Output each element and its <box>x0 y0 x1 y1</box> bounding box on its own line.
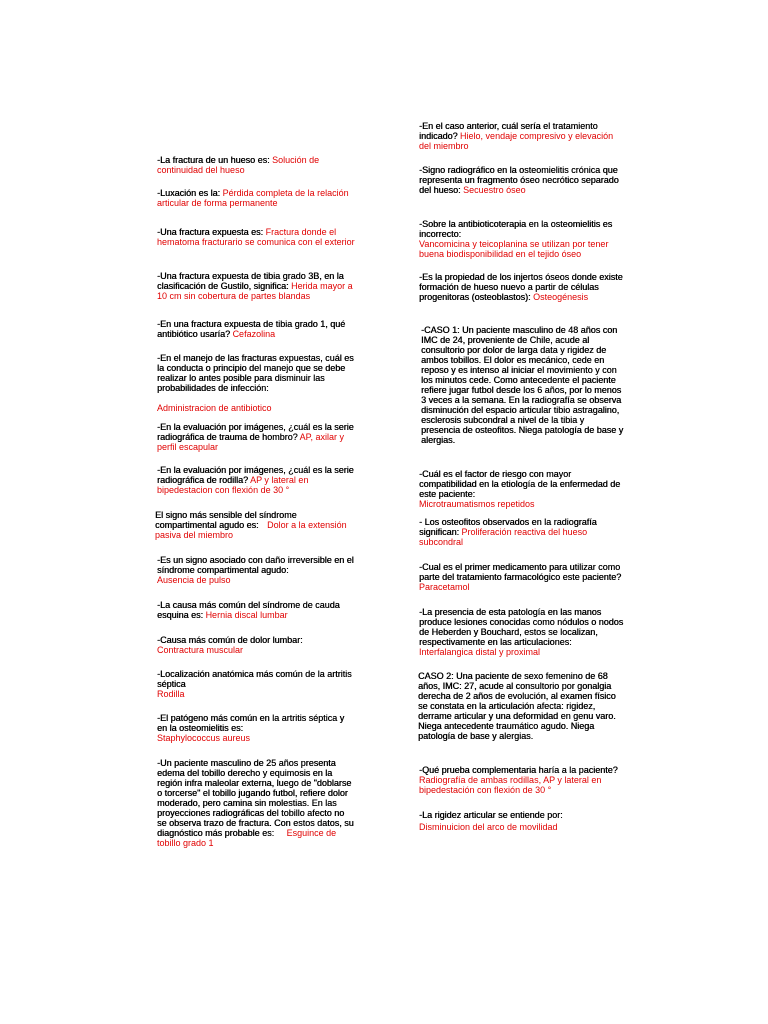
question-text: -Sobre la antibioticoterapia en la osteomielitis es incorrecto: <box>419 219 613 239</box>
question-text: -Es un signo asociado con daño irreversible en el síndrome compartimental agudo: <box>157 555 354 575</box>
question-item <box>419 517 624 547</box>
question-item <box>157 669 355 699</box>
question-text: -Una fractura expuesta es: <box>157 227 264 237</box>
question-text: -En el manejo de las fracturas expuestas, cuál es la conducta o principio del manejo que se debe realizar lo antes posible para disminuir las probabilidades de infección: <box>157 353 354 393</box>
question-text: -Cuál es el factor de riesgo con mayor compatibilidad en la etiología de la enfermedad de este paciente: <box>419 469 621 499</box>
answer-text: Cefazolina <box>232 329 276 339</box>
question-item <box>157 465 355 495</box>
question-item <box>419 765 624 795</box>
question-text: -Luxación es la: <box>157 188 221 198</box>
question-text: -La presencia de esta patología en las manos produce lesiones conocidas como nódulos o nodos de Heberden y Bouchard, estos se localizan, respectivamente en las articulaciones: <box>419 607 624 647</box>
answer-text: Interfalangica distal y proximal <box>419 647 541 657</box>
question-item <box>157 422 355 452</box>
question-text: -En una fractura expuesta de tibia grado 1, qué antibiótico usaría? <box>157 319 346 339</box>
question-text: -En la evaluación por imágenes, ¿cuál es la serie radiográfica de rodilla? <box>157 465 354 485</box>
question-text: -La rigidez articular se entiende por: <box>419 810 563 820</box>
question-item <box>419 272 624 302</box>
question-text: -En el caso anterior, cuál sería el tratamiento indicado? <box>419 121 598 141</box>
answer-text: Vancomicina y teicoplanina se utilizan por tener buena biodisponibilidad en el tejido óseo <box>419 239 609 259</box>
answer-text: Fractura donde el hematoma fracturario se comunica con el exterior <box>157 227 355 247</box>
case-text-continued: Niega antecedente traumático agudo. Niega patología de base y alergias. <box>418 721 595 741</box>
answer-text: Paracetamol <box>419 582 470 592</box>
case-1-paragraph <box>421 325 624 445</box>
answer-text: AP y lateral en bipedestacion con flexión de 30 ° <box>157 475 309 495</box>
question-item <box>419 121 624 151</box>
question-item <box>419 219 624 259</box>
answer-text: Contractura muscular <box>157 645 244 655</box>
answer-text: Proliferación reactiva del hueso subcondral <box>419 527 588 547</box>
answer-text: Herida mayor a 10 cm sin cobertura de partes blandas <box>157 281 353 301</box>
question-text: -La fractura de un hueso es: <box>157 155 270 165</box>
case-2-paragraph <box>418 671 624 741</box>
question-item <box>157 353 355 413</box>
question-text: El signo más sensible del síndrome compartimental agudo es: <box>155 510 297 530</box>
question-item <box>157 600 355 620</box>
answer-text: Dolor a la extensión pasiva del miembro <box>155 520 347 540</box>
question-item <box>419 165 624 195</box>
answer-text: Esguince de tobillo grado 1 <box>157 828 337 848</box>
answer-text: Hielo, vendaje compresivo y elevación del miembro <box>419 131 614 151</box>
question-item <box>157 155 355 175</box>
question-text: -Un paciente masculino de 25 años presenta edema del tobillo derecho y equimosis en la región infra maleolar externa, luego de "doblarse o torcerse" el tobillo jugando futbol, refiere dolor moderado, pero camina sin molestias. En las proyecciones radiográficas del tobillo afecto no se observa trazo de fractura. Con estos datos, su diagnóstico más probable es: <box>157 758 354 838</box>
answer-text: Rodilla <box>157 689 185 699</box>
answer-text: Disminuicion del arco de movilidad <box>419 822 558 832</box>
question-text: -La causa más común del síndrome de cauda esquina es: <box>157 600 340 620</box>
question-text: -Qué prueba complementaria haría a la paciente? <box>419 765 618 775</box>
question-item <box>157 188 355 208</box>
question-item <box>419 810 624 832</box>
question-text: -El patógeno más común en la artritis séptica y en la osteomielitis es: <box>157 713 345 733</box>
question-text: -Es la propiedad de los injertos óseos donde existe formación de hueso nuevo a partir de células progenitoras (osteoblastos): <box>419 272 623 302</box>
question-item <box>157 319 355 339</box>
question-text: -Localización anatómica más común de la artritis séptica <box>157 669 352 689</box>
question-item <box>157 758 355 848</box>
answer-text: Ausencia de pulso <box>157 575 231 585</box>
question-text: - Los osteofitos observados en la radiografía significan: <box>419 517 597 537</box>
question-item <box>157 227 355 247</box>
answer-text: Pérdida completa de la relación articular de forma permanente <box>157 188 349 208</box>
answer-text: Administracion de antibiotico <box>157 403 272 413</box>
question-item <box>419 562 624 592</box>
question-item <box>157 555 355 585</box>
question-item <box>155 510 353 540</box>
question-item <box>157 713 355 743</box>
question-item <box>157 635 355 655</box>
answer-text: Microtraumatismos repetidos <box>419 499 535 509</box>
case-text: -CASO 1: Un paciente masculino de 48 años con IMC de 24, proveniente de Chile, acude al consultorio por dolor de larga data y rigidez de ambos tobillos. El dolor es mecánico, cede en reposo y es intenso al iniciar el movimiento y con los minutos cede. Como antecedente el paciente refiere jugar futbol desde los 6 años, por lo menos 3 veces a la semana. En la radiografía se observa disminución del espacio articular tibio astragalino, esclerosis subcondral a nivel de la tibia y presencia de osteofitos. Niega patología de base y alergias. <box>421 325 624 445</box>
question-text: -Causa más común de dolor lumbar: <box>157 635 303 645</box>
answer-text: Staphylococcus aureus <box>157 733 251 743</box>
answer-text: Osteogénesis <box>533 292 589 302</box>
answer-text: Hernia discal lumbar <box>205 610 288 620</box>
question-text: -Signo radiográfico en la osteomielitis crónica que representa un fragmento óseo necrótico separado del hueso: <box>419 165 619 195</box>
answer-text: Radiografía de ambas rodillas, AP y lateral en bipedestación con flexión de 30 ° <box>419 775 602 795</box>
answer-text: AP, axilar y perfil escapular <box>157 432 344 452</box>
answer-text: Solución de continuidad del hueso <box>157 155 320 175</box>
question-item <box>419 469 624 509</box>
question-item <box>419 607 624 657</box>
question-text: -Una fractura expuesta de tibia grado 3B, en la clasificación de Gustilo, significa: <box>157 271 344 291</box>
answer-text: Secuestro óseo <box>463 185 526 195</box>
question-text: -En la evaluación por imágenes, ¿cuál es la serie radiográfica de trauma de hombro? <box>157 422 354 442</box>
question-item <box>157 271 355 301</box>
case-text: CASO 2: Una paciente de sexo femenino de 68 años, IMC: 27, acude al consultorio por gonalgia derecha de 2 años de evolución, al examen físico se constata en la articulación afecta: rigidez, derrame articular y una deformidad en genu varo. <box>418 671 616 721</box>
question-text: -Cual es el primer medicamento para utilizar como parte del tratamiento farmacológico este paciente? <box>419 562 622 582</box>
